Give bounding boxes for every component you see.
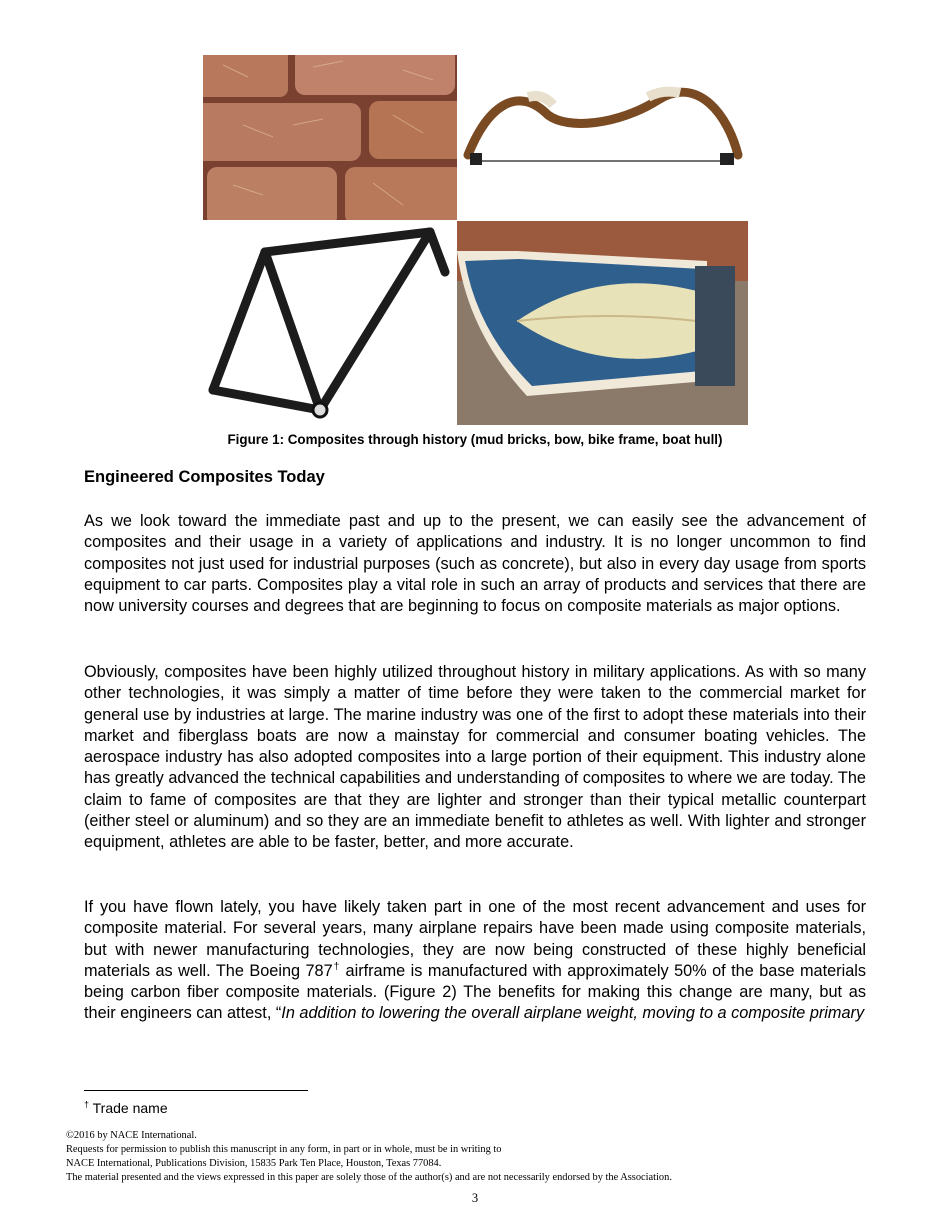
figure-caption: Figure 1: Composites through history (mud bricks, bow, bike frame, boat hull) [227, 432, 723, 447]
paragraph: As we look toward the immediate past and up to the present, we can easily see the advancement of composites and their usage in a variety of applications and industry. It is no longer uncommon to find composites not just used for industrial purposes (such as concrete), but also in every day usage from sports equipment to car parts. Composites play a vital role in such an array of products and services that there are now university courses and degrees that are beginning to focus on composite materials as major options. [84, 512, 866, 616]
copyright-line: NACE International, Publications Division, 15835 Park Ten Place, Houston, Texas 77084. [66, 1158, 442, 1169]
figure-1 [0, 0, 950, 460]
paragraph-text: airframe is manufactured with approximately 50% of the base materials being carbon fiber composite materials. (Figure 2) The benefits for making this change are many, but as their engineers can attest, “ [84, 961, 867, 1023]
footnote-mark: † [84, 1099, 90, 1110]
copyright-line: The material presented and the views expressed in this paper are solely those of the author(s) and are not necessarily endorsed by the Association. [66, 1172, 672, 1183]
paragraph-text: If you have flown lately, you have likely taken part in one of the most recent advancement and uses for composite material. For several years, many airplane repairs have been made using composite materials, but with newer manufacturing technologies, they are now being constructed of these highly beneficial materials as well. The Boeing 787 [84, 898, 866, 980]
quote-text: In addition to lowering the overall airplane weight, moving to a composite primary [281, 1004, 865, 1023]
bow-photo [458, 75, 748, 185]
paragraph: Obviously, composites have been highly utilized throughout history in military applications. As with so many other technologies, it was simply a matter of time before they were taken to the commercial market for general use by industries at large. The marine industry was one of the first to adopt these materials into their market and fiberglass boats are now a mainstay for commercial and consumer boating vehicles. The aerospace industry has also adopted composites into a large portion of their equipment. This industry alone has greatly advanced the technical capabilities and understanding of composites to where we are today. The claim to fame of composites are that they are lighter and stronger than their typical metallic counterpart (either steel or aluminum) and so they are an immediate benefit to athletes as well. With lighter and stronger equipment, athletes are able to be faster, better, and more accurate. [84, 663, 866, 852]
copyright-line: Requests for permission to publish this manuscript in any form, in part or in whole, must be in writing to [66, 1144, 502, 1155]
mud-bricks-photo [203, 55, 457, 220]
copyright-notice [66, 1129, 672, 1185]
section-heading: Engineered Composites Today [84, 468, 325, 486]
copyright-line: ©2016 by NACE International. [66, 1130, 197, 1141]
boat-hull-photo [457, 221, 748, 425]
dagger-mark: † [332, 961, 341, 973]
footnote-text: Trade name [89, 1100, 168, 1116]
paragraph [84, 897, 866, 1025]
footnote-divider [84, 1090, 308, 1091]
page-number: 3 [471, 1191, 479, 1205]
footnote [84, 1100, 168, 1116]
bike-frame-photo [205, 222, 455, 424]
